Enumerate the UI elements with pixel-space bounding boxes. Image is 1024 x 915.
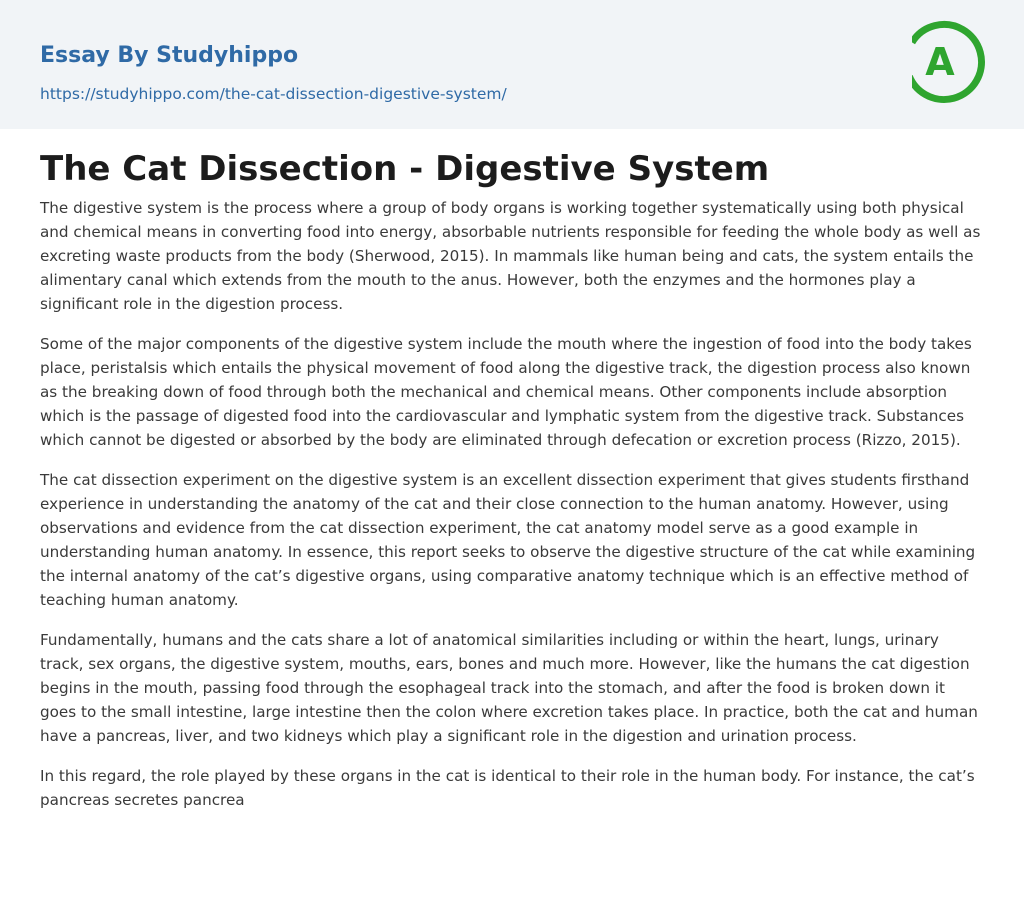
essay-paragraph: The cat dissection experiment on the digestive system is an excellent dissection experiment that gives students firsthand experience in understanding the anatomy of the cat and their close connection to the human anatomy. However, using observations and evidence from the cat dissection experiment, the cat anatomy model serve as a good example in understanding human anatomy. In essence, this report seeks to observe the digestive structure of the cat while examining the internal anatomy of the cat’s digestive organs, using comparative anatomy technique which is an effective method of teaching human anatomy. [40,471,976,609]
essay-paragraph: Some of the major components of the digestive system include the mouth where the ingestion of food into the body takes place, peristalsis which entails the physical movement of food along the digestive track, the digestion process also known as the breaking down of food through both the mechanical and chemical means. Other components include absorption which is the passage of digested food into the cardiovascular and lymphatic system from the digestive track. Substances which cannot be digested or absorbed by the body are eliminated through defecation or excretion process (Rizzo, 2015). [40,335,972,449]
source-url-link[interactable]: https://studyhippo.com/the-cat-dissection-digestive-system/ [40,85,507,103]
essay-title: The Cat Dissection - Digestive System [40,149,770,189]
essay-paragraph: The digestive system is the process where a group of body organs is working together systematically using both physical and chemical means in converting food into energy, absorbable nutrients responsible for feeding the whole body as well as excreting waste products from the body (Sherwood, 2015). In mammals like human being and cats, the system entails the alimentary canal which extends from the mouth to the anus. However, both the enzymes and the hormones play a significant role in the digestion process. [40,199,981,313]
studyhippo-logo-icon[interactable] [912,20,986,104]
essay-paragraph: Fundamentally, humans and the cats share a lot of anatomical similarities including or within the heart, lungs, urinary track, sex organs, the digestive system, mouths, ears, bones and much more. However, like the humans the cat digestion begins in the mouth, passing food through the esophageal track into the stomach, and after the food is broken down it goes to the small intestine, large intestine then the colon where excretion takes place. In practice, both the cat and human have a pancreas, liver, and two kidneys which play a significant role in the digestion and urination process. [40,631,978,745]
essay-content [0,129,1024,812]
logo-letter: A [925,40,955,84]
site-brand[interactable]: Essay By Studyhippo [40,43,299,68]
site-header [0,0,1024,129]
essay-paragraph: In this regard, the role played by these organs in the cat is identical to their role in the human body. For instance, the cat’s pancreas secretes pancrea [40,767,975,809]
